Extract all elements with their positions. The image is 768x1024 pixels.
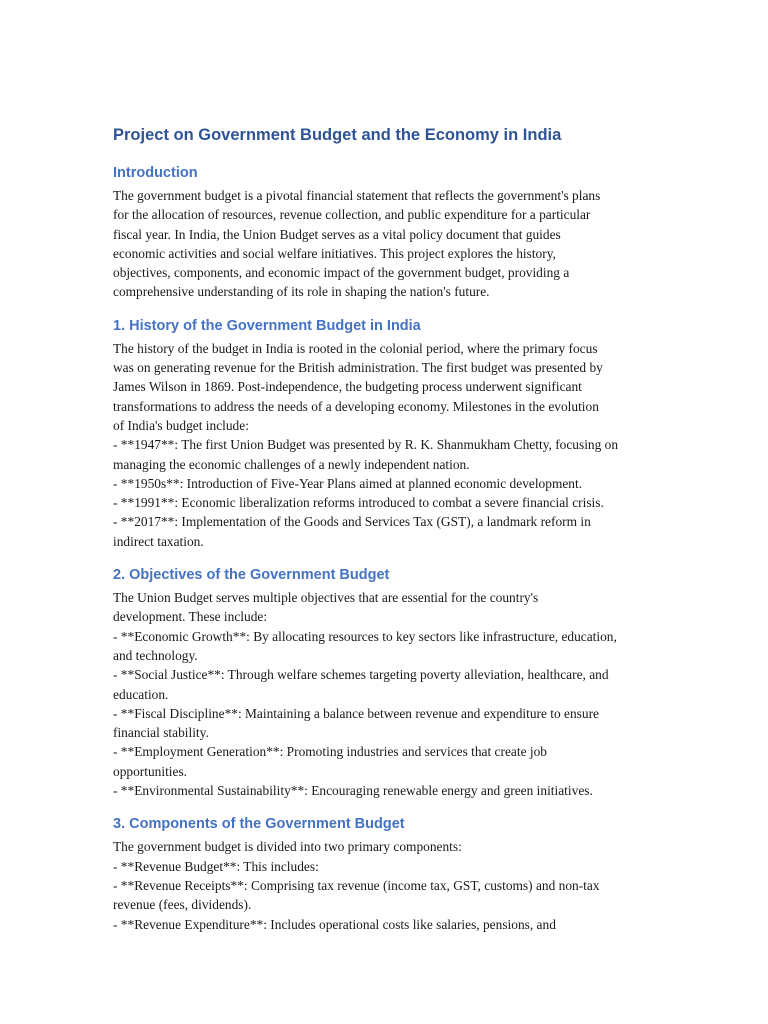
text-line: opportunities. <box>113 763 188 779</box>
text-line: financial stability. <box>113 725 209 741</box>
text-line: managing the economic challenges of a newly independent nation. <box>113 456 470 472</box>
section-1 <box>113 316 658 551</box>
text-line: The government budget is divided into two primary components: <box>113 839 462 855</box>
text-line: - **Revenue Receipts**: Comprising tax revenue (income tax, GST, customs) and non-tax <box>113 877 600 893</box>
text-line: - **2017**: Implementation of the Goods and Services Tax (GST), a landmark reform in <box>113 514 591 530</box>
text-line: - **1947**: The first Union Budget was presented by R. K. Shanmukham Chetty, focusing on <box>113 437 619 453</box>
text-line: objectives, components, and economic impact of the government budget, providing a <box>113 265 570 281</box>
document-title: Project on Government Budget and the Economy in India <box>113 126 562 144</box>
text-line: - **Economic Growth**: By allocating resources to key sectors like infrastructure, education, <box>113 628 617 644</box>
text-line: development. These include: <box>113 609 268 625</box>
text-line: - **1991**: Economic liberalization reforms introduced to combat a severe financial crisis. <box>113 495 604 511</box>
text-line: - **Social Justice**: Through welfare schemes targeting poverty alleviation, healthcare, and <box>113 667 609 683</box>
document-body <box>113 124 658 948</box>
section-paragraph <box>113 339 658 551</box>
text-line: fiscal year. In India, the Union Budget serves as a vital policy document that guides <box>113 226 561 242</box>
document-sections <box>113 163 658 934</box>
text-line: for the allocation of resources, revenue collection, and public expenditure for a particular <box>113 207 591 223</box>
text-line: economic activities and social welfare initiatives. This project explores the history, <box>113 245 556 261</box>
section-heading: 2. Objectives of the Government Budget <box>113 567 390 584</box>
text-line: - **Revenue Expenditure**: Includes operational costs like salaries, pensions, and <box>113 916 556 932</box>
text-line: comprehensive understanding of its role in shaping the nation's future. <box>113 284 490 300</box>
section-heading: 1. History of the Government Budget in India <box>113 317 421 334</box>
text-line: indirect taxation. <box>113 533 204 549</box>
text-line: The government budget is a pivotal financial statement that reflects the government's plans <box>113 188 601 203</box>
section-paragraph <box>113 588 658 800</box>
text-line: James Wilson in 1869. Post-independence, the budgeting process underwent significant <box>113 379 582 395</box>
text-line: - **Environmental Sustainability**: Encouraging renewable energy and green initiatives. <box>113 783 593 799</box>
text-line: transformations to address the needs of a developing economy. Milestones in the evolution <box>113 398 599 414</box>
section-heading: Introduction <box>113 165 198 181</box>
section-0 <box>113 163 658 302</box>
text-line: education. <box>113 686 169 702</box>
text-line: - **1950s**: Introduction of Five-Year Plans aimed at planned economic development. <box>113 475 583 491</box>
text-line: - **Employment Generation**: Promoting industries and services that create job <box>113 744 547 760</box>
section-2 <box>113 565 658 800</box>
section-3 <box>113 814 658 933</box>
section-paragraph <box>113 837 658 933</box>
text-line: of India's budget include: <box>113 417 249 433</box>
text-line: - **Revenue Budget**: This includes: <box>113 858 319 874</box>
text-line: revenue (fees, dividends). <box>113 897 252 913</box>
text-line: The history of the budget in India is rooted in the colonial period, where the primary focus <box>113 340 598 356</box>
text-line: was on generating revenue for the British administration. The first budget was presented by <box>113 360 603 376</box>
text-line: and technology. <box>113 647 198 663</box>
section-heading: 3. Components of the Government Budget <box>113 816 405 833</box>
section-paragraph <box>113 186 658 302</box>
text-line: - **Fiscal Discipline**: Maintaining a balance between revenue and expenditure to ensure <box>113 705 599 721</box>
text-line: The Union Budget serves multiple objectives that are essential for the country's <box>113 590 539 606</box>
